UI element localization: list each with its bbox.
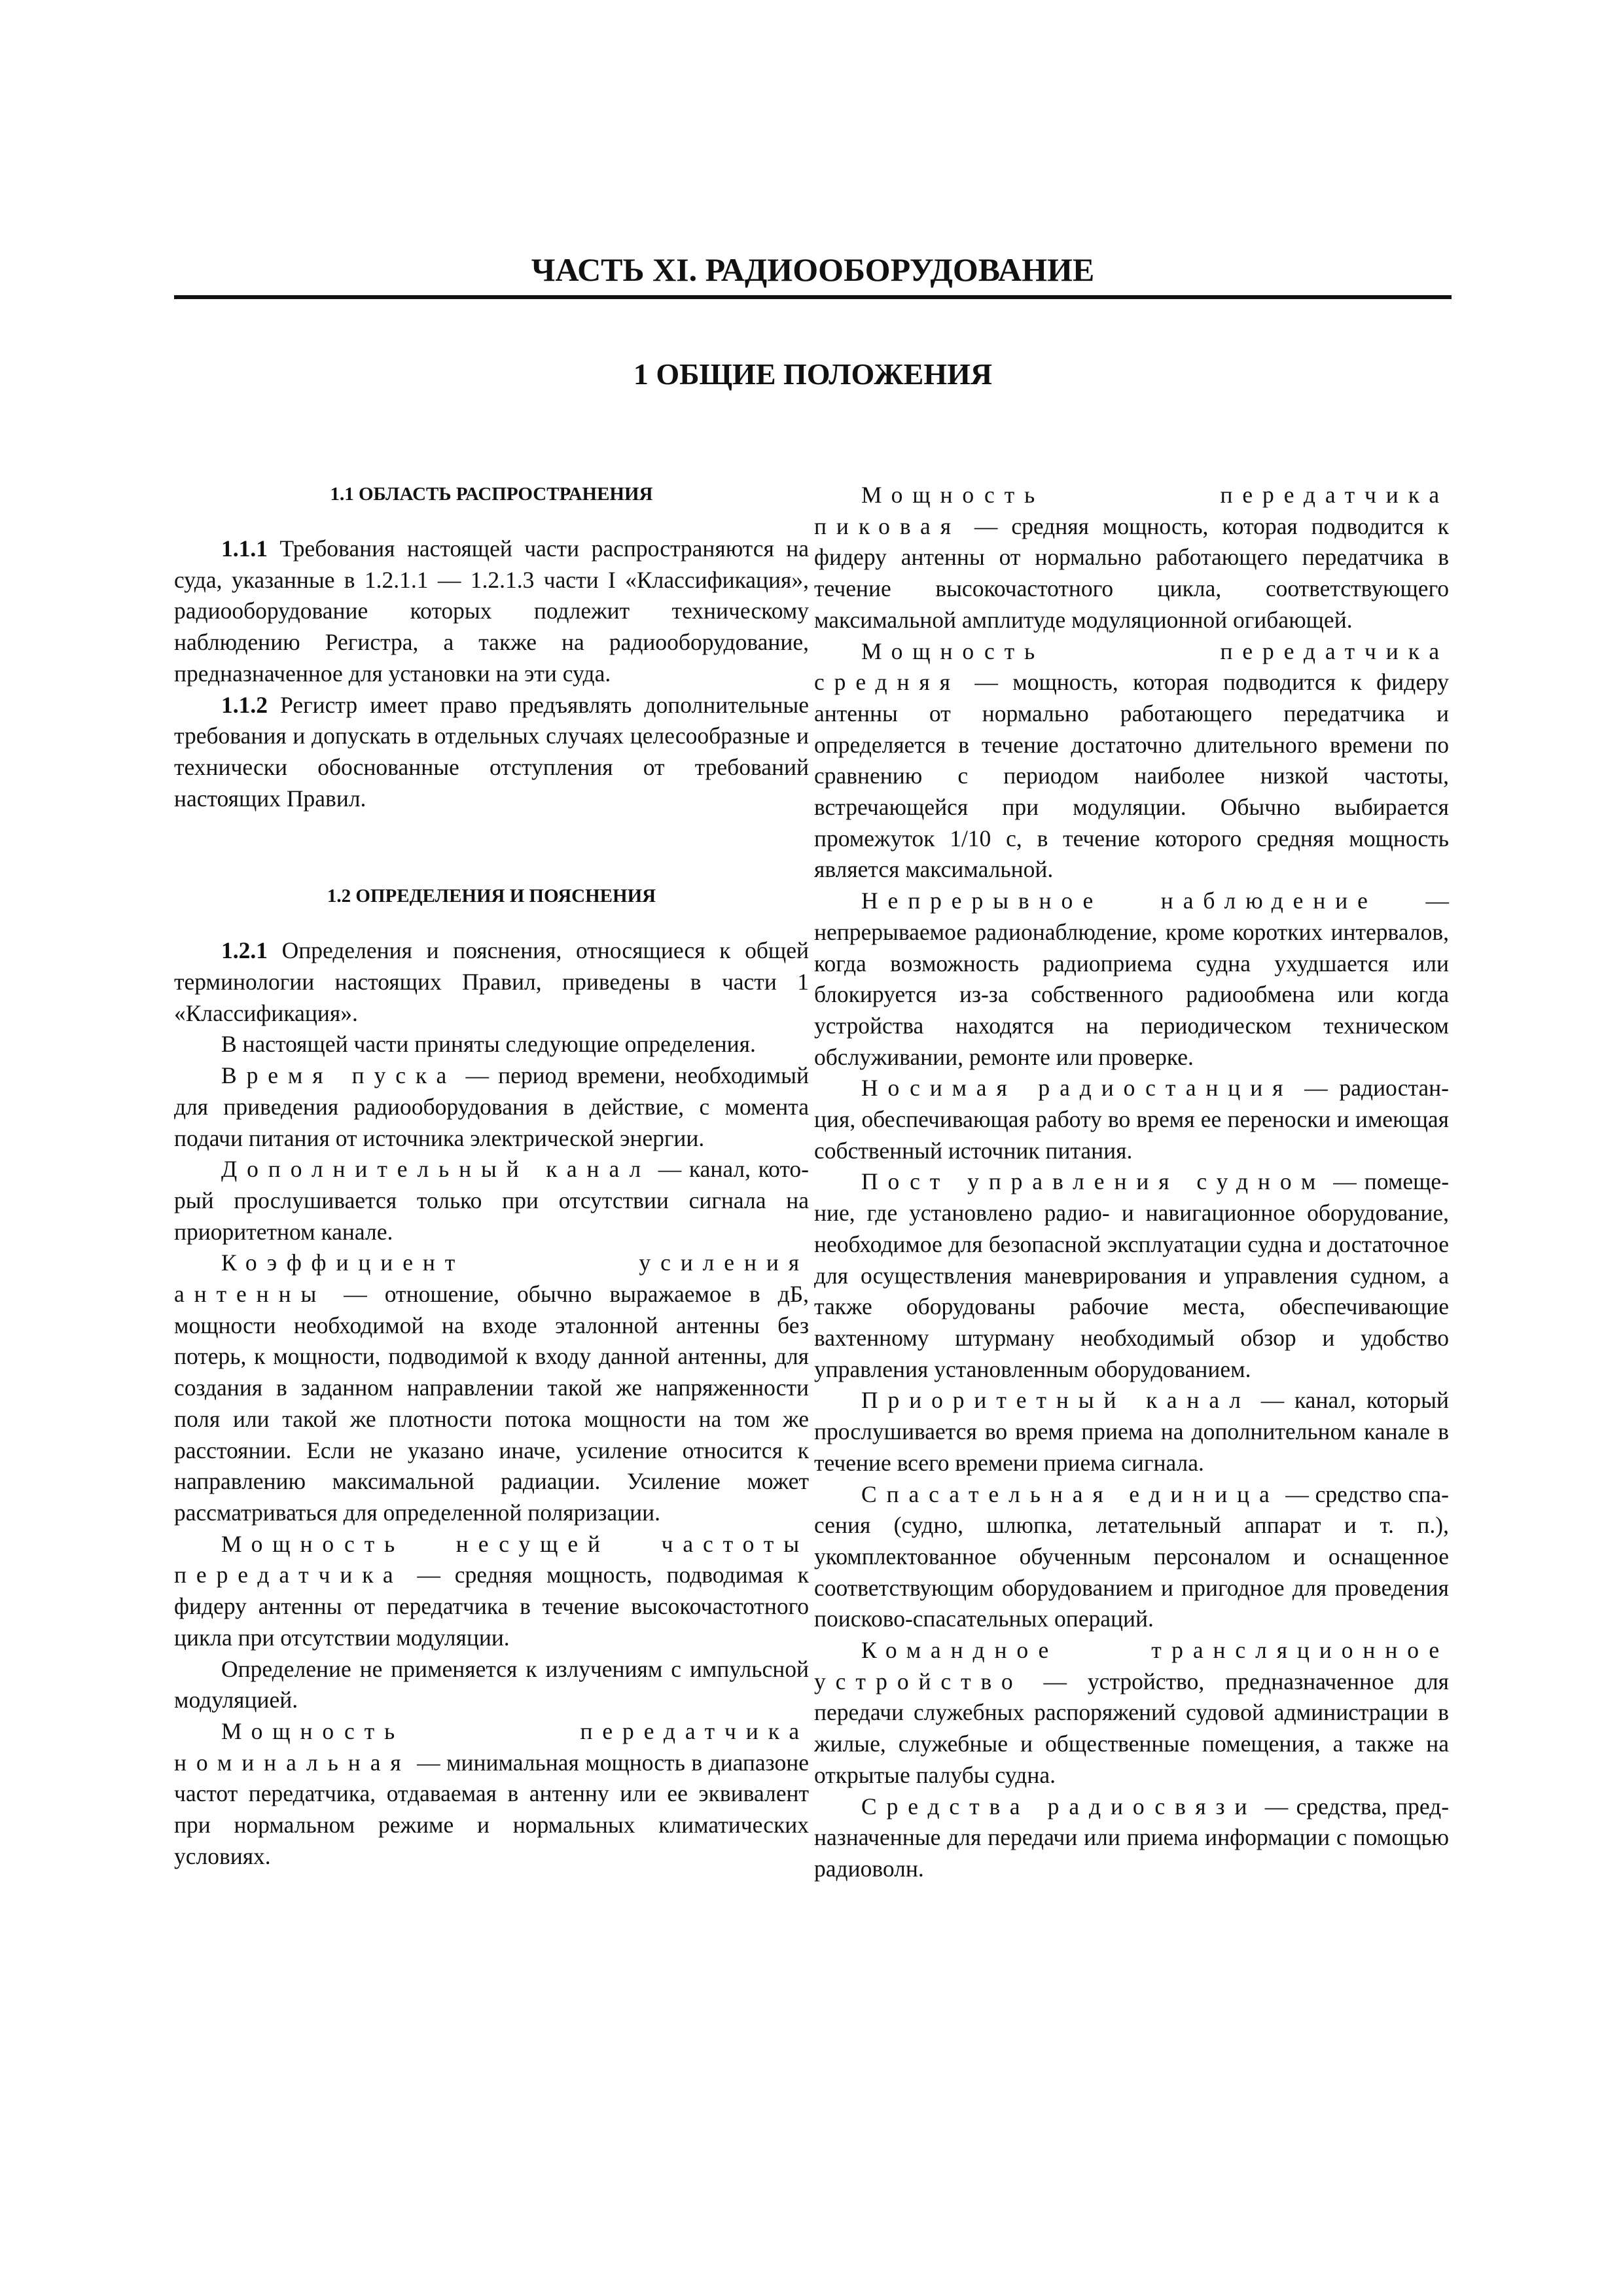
- definition: [814, 1479, 1449, 1636]
- part-title: ЧАСТЬ XI. РАДИООБОРУДОВАНИЕ: [531, 251, 1095, 288]
- definition-term: Мощность передатчика пиковая: [814, 482, 1449, 539]
- definition: [814, 1791, 1449, 1885]
- definition: [174, 1247, 809, 1528]
- definition: [814, 1166, 1449, 1385]
- left-column: [174, 481, 809, 1872]
- definition-term: Мощность несущей частоты передатчика: [174, 1530, 809, 1588]
- definition: [174, 1060, 809, 1154]
- definition-text: — мощность, которая подводится к фидеру антенны от нормально работающего передатчика и определяется в течение достаточно длительного времени по сравнению с периодом наиболее низкой частоты, встречающейся при модуляции. Обычно выбирается промежуток 1/10 с, в течение которого средняя мощность является максимальной.: [814, 669, 1449, 883]
- definition-term: Пост управления судном: [861, 1168, 1326, 1195]
- definition: [814, 1385, 1449, 1479]
- definition: [814, 480, 1449, 636]
- definition-text: — радиостанция, обеспечивающая работу во время ее переноски и имеющая собственный источник питания.: [814, 1075, 1449, 1164]
- definition-term: Приоритетный канал: [861, 1387, 1251, 1414]
- right-column: [814, 480, 1449, 1885]
- clause-text: Определения и пояснения, относящиеся к общей терминологии настоящих Правил, приведены в части 1 «Классификация».: [174, 937, 810, 1026]
- definition-term: Спасательная единица: [861, 1480, 1279, 1507]
- definition-note: Определение не применяется к излучениям с импульсной модуляцией.: [174, 1655, 809, 1713]
- definition-text: — минимальная мощность в диапазоне частот передатчика, отдаваемая в антенну или ее эквивалент при нормальном режиме и нормальных климатических условиях.: [174, 1749, 809, 1869]
- paragraph-1-1-2: [174, 690, 809, 815]
- definition-term: Средства радиосвязи: [861, 1793, 1257, 1820]
- paragraph-1-1-1: [174, 533, 809, 690]
- definition-term: Коэффициент усиления антенны: [174, 1249, 809, 1308]
- title-rule: [174, 295, 1452, 299]
- definition-text: — период времени, необходимый для приведения радиооборудования в действие, с момента подачи питания от источника электрической энергии.: [174, 1062, 809, 1151]
- definition-text: — непрерываемое радионаблюдение, кроме коротких интервалов, когда возможность радиоприема судна ухудшается или блокируется из-за собственного радиообмена или когда устройства находятся на периодическом техническом обслуживании, ремонте или проверке.: [814, 888, 1449, 1070]
- definition-term: Мощность передатчика номинальная: [174, 1717, 809, 1776]
- definition-term: Время пуска: [221, 1062, 457, 1089]
- clause-number: 1.2.1: [221, 937, 268, 964]
- definition: [814, 886, 1449, 1073]
- paragraph-intro: В настоящей части приняты следующие определения.: [221, 1031, 756, 1058]
- definition-term: Командное трансляционное устройство: [814, 1637, 1449, 1695]
- definition: [814, 636, 1449, 886]
- definition-term: Непрерывное наблюдение: [861, 888, 1378, 914]
- clause-number: 1.1.1: [221, 535, 268, 562]
- definition: [174, 1529, 809, 1654]
- section-title: 1 ОБЩИЕ ПОЛОЖЕНИЯ: [633, 357, 993, 391]
- definition-text: — средства, предназначенные для передачи или приема информации с помощью радиоволн.: [814, 1793, 1450, 1882]
- definition-text: — канал, который прослушивается только при отсутствии сигнала на приоритетном канале.: [174, 1156, 809, 1245]
- definition-text: — средняя мощность, подводимая к фидеру антенны от передатчика в течение высокочастотного цикла при отсутствии модуляции.: [174, 1562, 809, 1651]
- clause-text: Регистр имеет право предъявлять дополнительные требования и допускать в отдельных случаях целесообразные и технически обоснованные отступления от требований настоящих Правил.: [174, 691, 809, 812]
- definition: [814, 1635, 1449, 1791]
- paragraph-1-2-1: [174, 935, 809, 1029]
- clause-text: Требования настоящей части распространяются на суда, указанные в 1.2.1.1 — 1.2.1.3 части I «Классификация», радиооборудование которых подлежит техническому наблюдению Регистра, а также на радиооборудование, предназначенное для установки на эти суда.: [174, 535, 809, 687]
- definition-text: — средняя мощность, которая подводится к фидеру антенны от нормально работающего передатчика в течение высокочастотного цикла, соответствующего максимальной амплитуде модуляционной огибающей.: [814, 512, 1450, 633]
- definition-term: Дополнительный канал: [221, 1156, 651, 1183]
- definition-text: — помещение, где установлено радио- и навигационное оборудование, необходимое для безопасной эксплуатации судна и достаточное для осуществления маневрирования и управления судном, а также оборудованы рабочие места, обеспечивающие вахтенному штурману необходимый обзор и удобство управления установленным оборудованием.: [814, 1168, 1450, 1382]
- definition: [174, 1154, 809, 1247]
- definition-text: — отношение, обычно выражаемое в дБ, мощности необходимой на входе эталонной антенны без потерь, к мощности, подводимой к входу данной антенны, для создания в заданном направлении такой же напряженности поля или такой же плотности потока мощности на том же расстоянии. Если не указано иначе, усиление относится к направлению максимальной радиации. Усиление может рассматриваться для определенной поляризации.: [174, 1281, 809, 1526]
- definition: [814, 1073, 1449, 1166]
- subsection-1-2-title: 1.2 ОПРЕДЕЛЕНИЯ И ПОЯСНЕНИЯ: [327, 886, 656, 907]
- clause-number: 1.1.2: [221, 691, 268, 718]
- definition: [174, 1716, 809, 1873]
- definition-term: Носимая радиостанция: [861, 1075, 1293, 1102]
- subsection-1-1-title: 1.1 ОБЛАСТЬ РАСПРОСТРАНЕНИЯ: [330, 484, 653, 505]
- definition-text: — устройство, предназначенное для передачи служебных распоряжений судовой администрации в жилые, служебные и общественные помещения, а также на открытые палубы судна.: [814, 1668, 1449, 1788]
- definition-text: — средство спасения (судно, шлюпка, летательный аппарат и т. п.), укомплектованное обученным персоналом и оснащенное соответствующим оборудованием и пригодное для проведения поисково-спасательных операций.: [814, 1480, 1449, 1632]
- definition-text: — канал, который прослушивается во время приема на дополнительном канале в течение всего времени приема сигнала.: [814, 1387, 1449, 1476]
- definition-term: Мощность передатчика средняя: [814, 637, 1449, 696]
